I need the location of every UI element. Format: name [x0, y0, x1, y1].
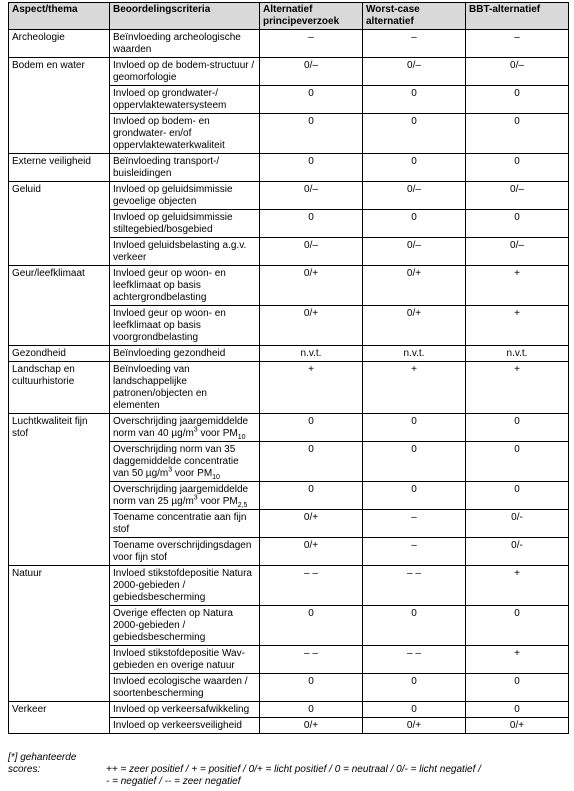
footnote-scores-2: - = negatief / -- = zeer negatief	[106, 776, 241, 787]
assessment-table	[8, 2, 569, 734]
score-principle-cell: –	[260, 30, 363, 58]
criterion-cell: Invloed geluidsbelasting a.g.v. verkeer	[110, 238, 260, 266]
footnote-scores-1: ++ = zeer positief / + = positief / 0/+ = licht positief / 0 = neutraal / 0/- = licht negatief /	[106, 764, 481, 775]
aspect-cell: Luchtkwaliteit fijn stof	[9, 414, 110, 566]
score-worst-case-cell: –	[363, 30, 466, 58]
score-principle-cell: 0	[260, 702, 363, 718]
score-bbt-cell: 0	[466, 674, 569, 702]
aspect-cell: Geluid	[9, 182, 110, 266]
criterion-cell: Toename concentratie aan fijn stof	[110, 510, 260, 538]
score-bbt-cell: 0/-	[466, 510, 569, 538]
score-worst-case-cell: 0	[363, 702, 466, 718]
criterion-cell: Overschrijding jaargemiddelde norm van 40 $\mu g/m^3$ voor $PM_{10}$	[110, 414, 260, 442]
score-bbt-cell: 0/–	[466, 238, 569, 266]
score-principle-cell: +	[260, 362, 363, 414]
score-bbt-cell: 0/–	[466, 182, 569, 210]
score-principle-cell: 0	[260, 442, 363, 482]
criterion-cell: Invloed op grondwater-/ oppervlaktewatersysteem	[110, 86, 260, 114]
table-row	[9, 266, 569, 306]
score-bbt-cell: 0	[466, 114, 569, 154]
aspect-cell: Gezondheid	[9, 346, 110, 362]
criterion-cell: Toename overschrijdingsdagen voor fijn stof	[110, 538, 260, 566]
table-row	[9, 566, 569, 606]
score-principle-cell: 0/–	[260, 182, 363, 210]
score-principle-cell: 0/+	[260, 306, 363, 346]
score-worst-case-cell: –	[363, 538, 466, 566]
score-bbt-cell: 0	[466, 86, 569, 114]
criterion-cell: Invloed ecologische waarden / soortenbescherming	[110, 674, 260, 702]
table-body	[9, 30, 569, 734]
score-principle-cell: – –	[260, 646, 363, 674]
score-worst-case-cell: 0/–	[363, 58, 466, 86]
score-worst-case-cell: 0	[363, 154, 466, 182]
score-worst-case-cell: 0	[363, 414, 466, 442]
table-row	[9, 346, 569, 362]
criterion-cell: Invloed op verkeersafwikkeling	[110, 702, 260, 718]
score-bbt-cell: +	[466, 646, 569, 674]
criterion-cell: Invloed op geluidsimmissie stiltegebied/bosgebied	[110, 210, 260, 238]
score-worst-case-cell: 0/+	[363, 266, 466, 306]
criterion-cell: Invloed op verkeersveiligheid	[110, 718, 260, 734]
score-worst-case-cell: 0	[363, 442, 466, 482]
criterion-cell: Beïnvloeding archeologische waarden	[110, 30, 260, 58]
aspect-cell: Verkeer	[9, 702, 110, 734]
score-principle-cell: 0/–	[260, 238, 363, 266]
footnote-lead: [*] gehanteerde scores:	[8, 752, 77, 775]
criterion-cell: Overschrijding jaargemiddelde norm van 25 $\mu g/m^3$ voor $PM_{2,5}$	[110, 482, 260, 510]
score-worst-case-cell: 0	[363, 482, 466, 510]
criterion-cell: Overschrijding norm van 35 daggemiddelde concentratie van 50 $\mu g/m^3$ voor $PM_{10}$	[110, 442, 260, 482]
score-worst-case-cell: – –	[363, 646, 466, 674]
score-worst-case-cell: +	[363, 362, 466, 414]
score-principle-cell: – –	[260, 566, 363, 606]
score-principle-cell: 0/+	[260, 510, 363, 538]
criterion-cell: Beïnvloeding van landschappelijke patronen/objecten en elementen	[110, 362, 260, 414]
score-principle-cell: 0	[260, 414, 363, 442]
table-row	[9, 362, 569, 414]
score-principle-cell: 0	[260, 210, 363, 238]
score-bbt-cell: 0/–	[466, 58, 569, 86]
score-bbt-cell: 0	[466, 482, 569, 510]
aspect-cell: Archeologie	[9, 30, 110, 58]
score-worst-case-cell: 0/+	[363, 718, 466, 734]
score-bbt-cell: +	[466, 306, 569, 346]
score-bbt-cell: 0	[466, 606, 569, 646]
score-worst-case-cell: 0	[363, 114, 466, 154]
score-bbt-cell: 0	[466, 154, 569, 182]
table-row	[9, 30, 569, 58]
score-bbt-cell: 0/+	[466, 718, 569, 734]
criterion-cell: Invloed geur op woon- en leefklimaat op basis achtergrondbelasting	[110, 266, 260, 306]
score-worst-case-cell: 0	[363, 210, 466, 238]
aspect-cell: Externe veiligheid	[9, 154, 110, 182]
score-bbt-cell: 0	[466, 210, 569, 238]
footnote-line-1	[8, 752, 568, 776]
score-bbt-cell: 0	[466, 442, 569, 482]
score-principle-cell: 0	[260, 606, 363, 646]
score-principle-cell: 0	[260, 674, 363, 702]
score-worst-case-cell: –	[363, 510, 466, 538]
score-principle-cell: 0/+	[260, 266, 363, 306]
score-worst-case-cell: 0/–	[363, 238, 466, 266]
score-principle-cell: 0	[260, 114, 363, 154]
score-principle-cell: n.v.t.	[260, 346, 363, 362]
score-principle-cell: 0/+	[260, 538, 363, 566]
score-principle-cell: 0	[260, 86, 363, 114]
score-bbt-cell: n.v.t.	[466, 346, 569, 362]
aspect-cell: Bodem en water	[9, 58, 110, 154]
score-principle-cell: 0	[260, 154, 363, 182]
score-worst-case-cell: 0	[363, 674, 466, 702]
score-bbt-cell: 0/-	[466, 538, 569, 566]
aspect-cell: Natuur	[9, 566, 110, 702]
header-principle-alternative: Alternatief principeverzoek	[260, 3, 363, 30]
criterion-cell: Invloed op bodem- en grondwater- en/of oppervlaktewaterkwaliteit	[110, 114, 260, 154]
score-principle-cell: 0/+	[260, 718, 363, 734]
score-bbt-cell: 0	[466, 702, 569, 718]
score-worst-case-cell: 0/–	[363, 182, 466, 210]
score-bbt-cell: +	[466, 266, 569, 306]
score-bbt-cell: +	[466, 362, 569, 414]
score-worst-case-cell: – –	[363, 566, 466, 606]
score-principle-cell: 0	[260, 482, 363, 510]
table-row	[9, 154, 569, 182]
table-row	[9, 414, 569, 442]
score-worst-case-cell: 0	[363, 86, 466, 114]
score-worst-case-cell: 0	[363, 606, 466, 646]
criterion-cell: Invloed op de bodem-structuur / geomorfologie	[110, 58, 260, 86]
criterion-cell: Invloed geur op woon- en leefklimaat op basis voorgrondbelasting	[110, 306, 260, 346]
score-bbt-cell: –	[466, 30, 569, 58]
score-worst-case-cell: n.v.t.	[363, 346, 466, 362]
score-principle-cell: 0/–	[260, 58, 363, 86]
score-bbt-cell: 0	[466, 414, 569, 442]
score-legend-footnote	[8, 752, 568, 788]
criterion-cell: Invloed stikstofdepositie Wav-gebieden en overige natuur	[110, 646, 260, 674]
header-criteria: Beoordelingscriteria	[110, 3, 260, 30]
aspect-cell: Landschap en cultuurhistorie	[9, 362, 110, 414]
criterion-cell: Invloed op geluidsimmissie gevoelige objecten	[110, 182, 260, 210]
criterion-cell: Beïnvloeding transport-/ buisleidingen	[110, 154, 260, 182]
criterion-cell: Beïnvloeding gezondheid	[110, 346, 260, 362]
scores-document	[8, 2, 568, 734]
criterion-cell: Overige effecten op Natura 2000-gebieden / gebiedsbescherming	[110, 606, 260, 646]
table-header	[9, 3, 569, 30]
score-worst-case-cell: 0/+	[363, 306, 466, 346]
table-row	[9, 182, 569, 210]
table-row	[9, 58, 569, 86]
score-bbt-cell: +	[466, 566, 569, 606]
criterion-cell: Invloed stikstofdepositie Natura 2000-gebieden / gebiedsbescherming	[110, 566, 260, 606]
header-bbt-alternative: BBT-alternatief	[466, 3, 569, 30]
table-row	[9, 702, 569, 718]
header-worst-case-alternative: Worst-case alternatief	[363, 3, 466, 30]
aspect-cell: Geur/leefklimaat	[9, 266, 110, 346]
header-aspect: Aspect/thema	[9, 3, 110, 30]
